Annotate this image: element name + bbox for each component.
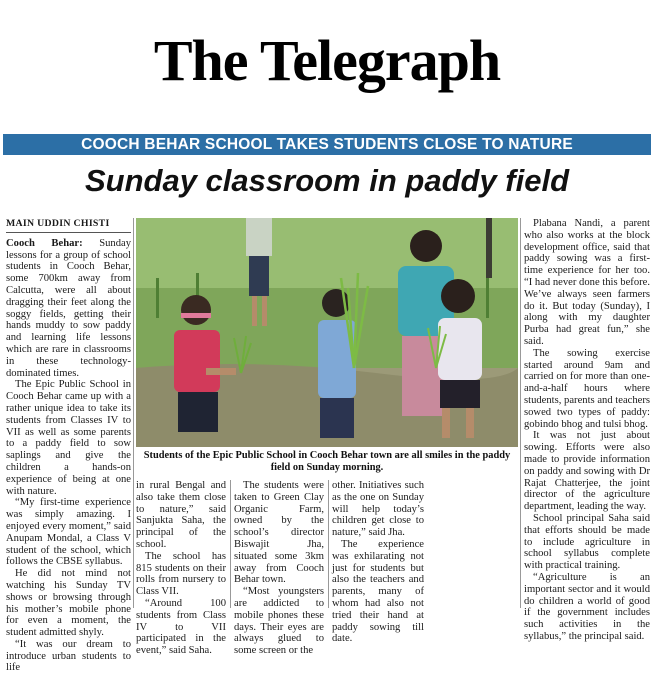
paragraph-text: Sunday lessons for a group of school students in Cooch Behar, some 700km away from Calcutta, were all about dragging their feet along the soggy fields, getting their hands muddy to sow paddy and learning life lessons which are rare in classrooms in these technology-dominated times.: [6, 237, 131, 379]
article-column-1: [6, 218, 131, 674]
article-column-5: [524, 218, 650, 642]
paragraph: [6, 238, 131, 380]
paragraph: The school has 815 students on their rolls from nursery to Class VII.: [136, 550, 226, 598]
paragraph: “Around 100 students from Class IV to VII participated in the event,” said Saha.: [136, 597, 226, 657]
paragraph: “It was our dream to introduce urban students to life: [6, 638, 131, 674]
paragraph: The students were taken to Green Clay Organic Farm, owned by the school’s director Biswajit Jha, situated some 3km away from Cooch Behar town.: [234, 480, 324, 586]
headline: Sunday classroom in paddy field: [84, 163, 570, 198]
masthead-logo: The Telegraph: [153, 28, 501, 93]
paddy-field-illustration: [136, 218, 518, 447]
column-divider: [520, 218, 521, 608]
column-divider: [328, 480, 329, 608]
paragraph: The sowing exercise started around 9am and carried on for more than one-and-a-half hours where students, parents and teachers sowed two types of paddy: gobindo bhog and tulsi bhog.: [524, 347, 650, 430]
paragraph: The experience was exhilarating not just for students but also the teachers and parents, many of whom had also not tried their hand at paddy sowing till date.: [332, 538, 424, 645]
paragraph: The Epic Public School in Cooch Behar came up with a rather unique idea to take its students from Classes IV to VII as well as some parents to a paddy field to sow saplings and give the children a hands-on experience of being at one with nature.: [6, 379, 131, 497]
paragraph: “My first-time experience was simply amazing. I enjoyed every moment,” said Anupam Mondal, a Class V student of the school, which follows the CBSE syllabus.: [6, 497, 131, 568]
article-column-4: [332, 480, 424, 645]
photo-caption: Students of the Epic Public School in Cooch Behar town are all smiles in the paddy field on Sunday morning.: [143, 450, 511, 473]
paragraph: other. Initiatives such as the one on Sunday will help today’s children get close to nature,” said Jha.: [332, 480, 424, 539]
paragraph: Plabana Nandi, a parent who also works at the block development office, said that paddy sowing was a first-time experience for her too. “I had never done this before. We’ve always seen farmers do it. But today (Sunday), I along with my daughter Purba had great fun,” she said.: [524, 218, 650, 347]
paragraph: “Agriculture is an important sector and it would do children a world of good if the government includes such activities in the syllabus,” the principal said.: [524, 571, 650, 642]
column-divider: [230, 480, 231, 608]
article-column-2: [136, 480, 226, 657]
article-column-3: [234, 480, 324, 657]
byline: MAIN UDDIN CHISTI: [6, 218, 131, 233]
news-photo: [136, 218, 518, 447]
paragraph: It was not just about sowing. Efforts were also made to provide information on paddy and sowing with Dr Rajat Chatterjee, the joint director of the agriculture department, leading the way.: [524, 430, 650, 513]
paragraph: “Most youngsters are addicted to mobile phones these days. Their eyes are always glued to some screen or the: [234, 586, 324, 657]
column-divider: [133, 218, 134, 608]
dateline: Cooch Behar:: [6, 237, 83, 249]
paragraph: in rural Bengal and also take them close to nature,” said Sanjukta Saha, the principal of the school.: [136, 480, 226, 550]
paragraph: School principal Saha said that efforts should be made to include agriculture in school syllabus complete with practical training.: [524, 512, 650, 572]
kicker-bar: COOCH BEHAR SCHOOL TAKES STUDENTS CLOSE TO NATURE: [3, 134, 651, 155]
paragraph: He did not mind not watching his Sunday TV shows or browsing through his mother’s mobile phone for even a moment, the student admitted shyly.: [6, 568, 131, 639]
